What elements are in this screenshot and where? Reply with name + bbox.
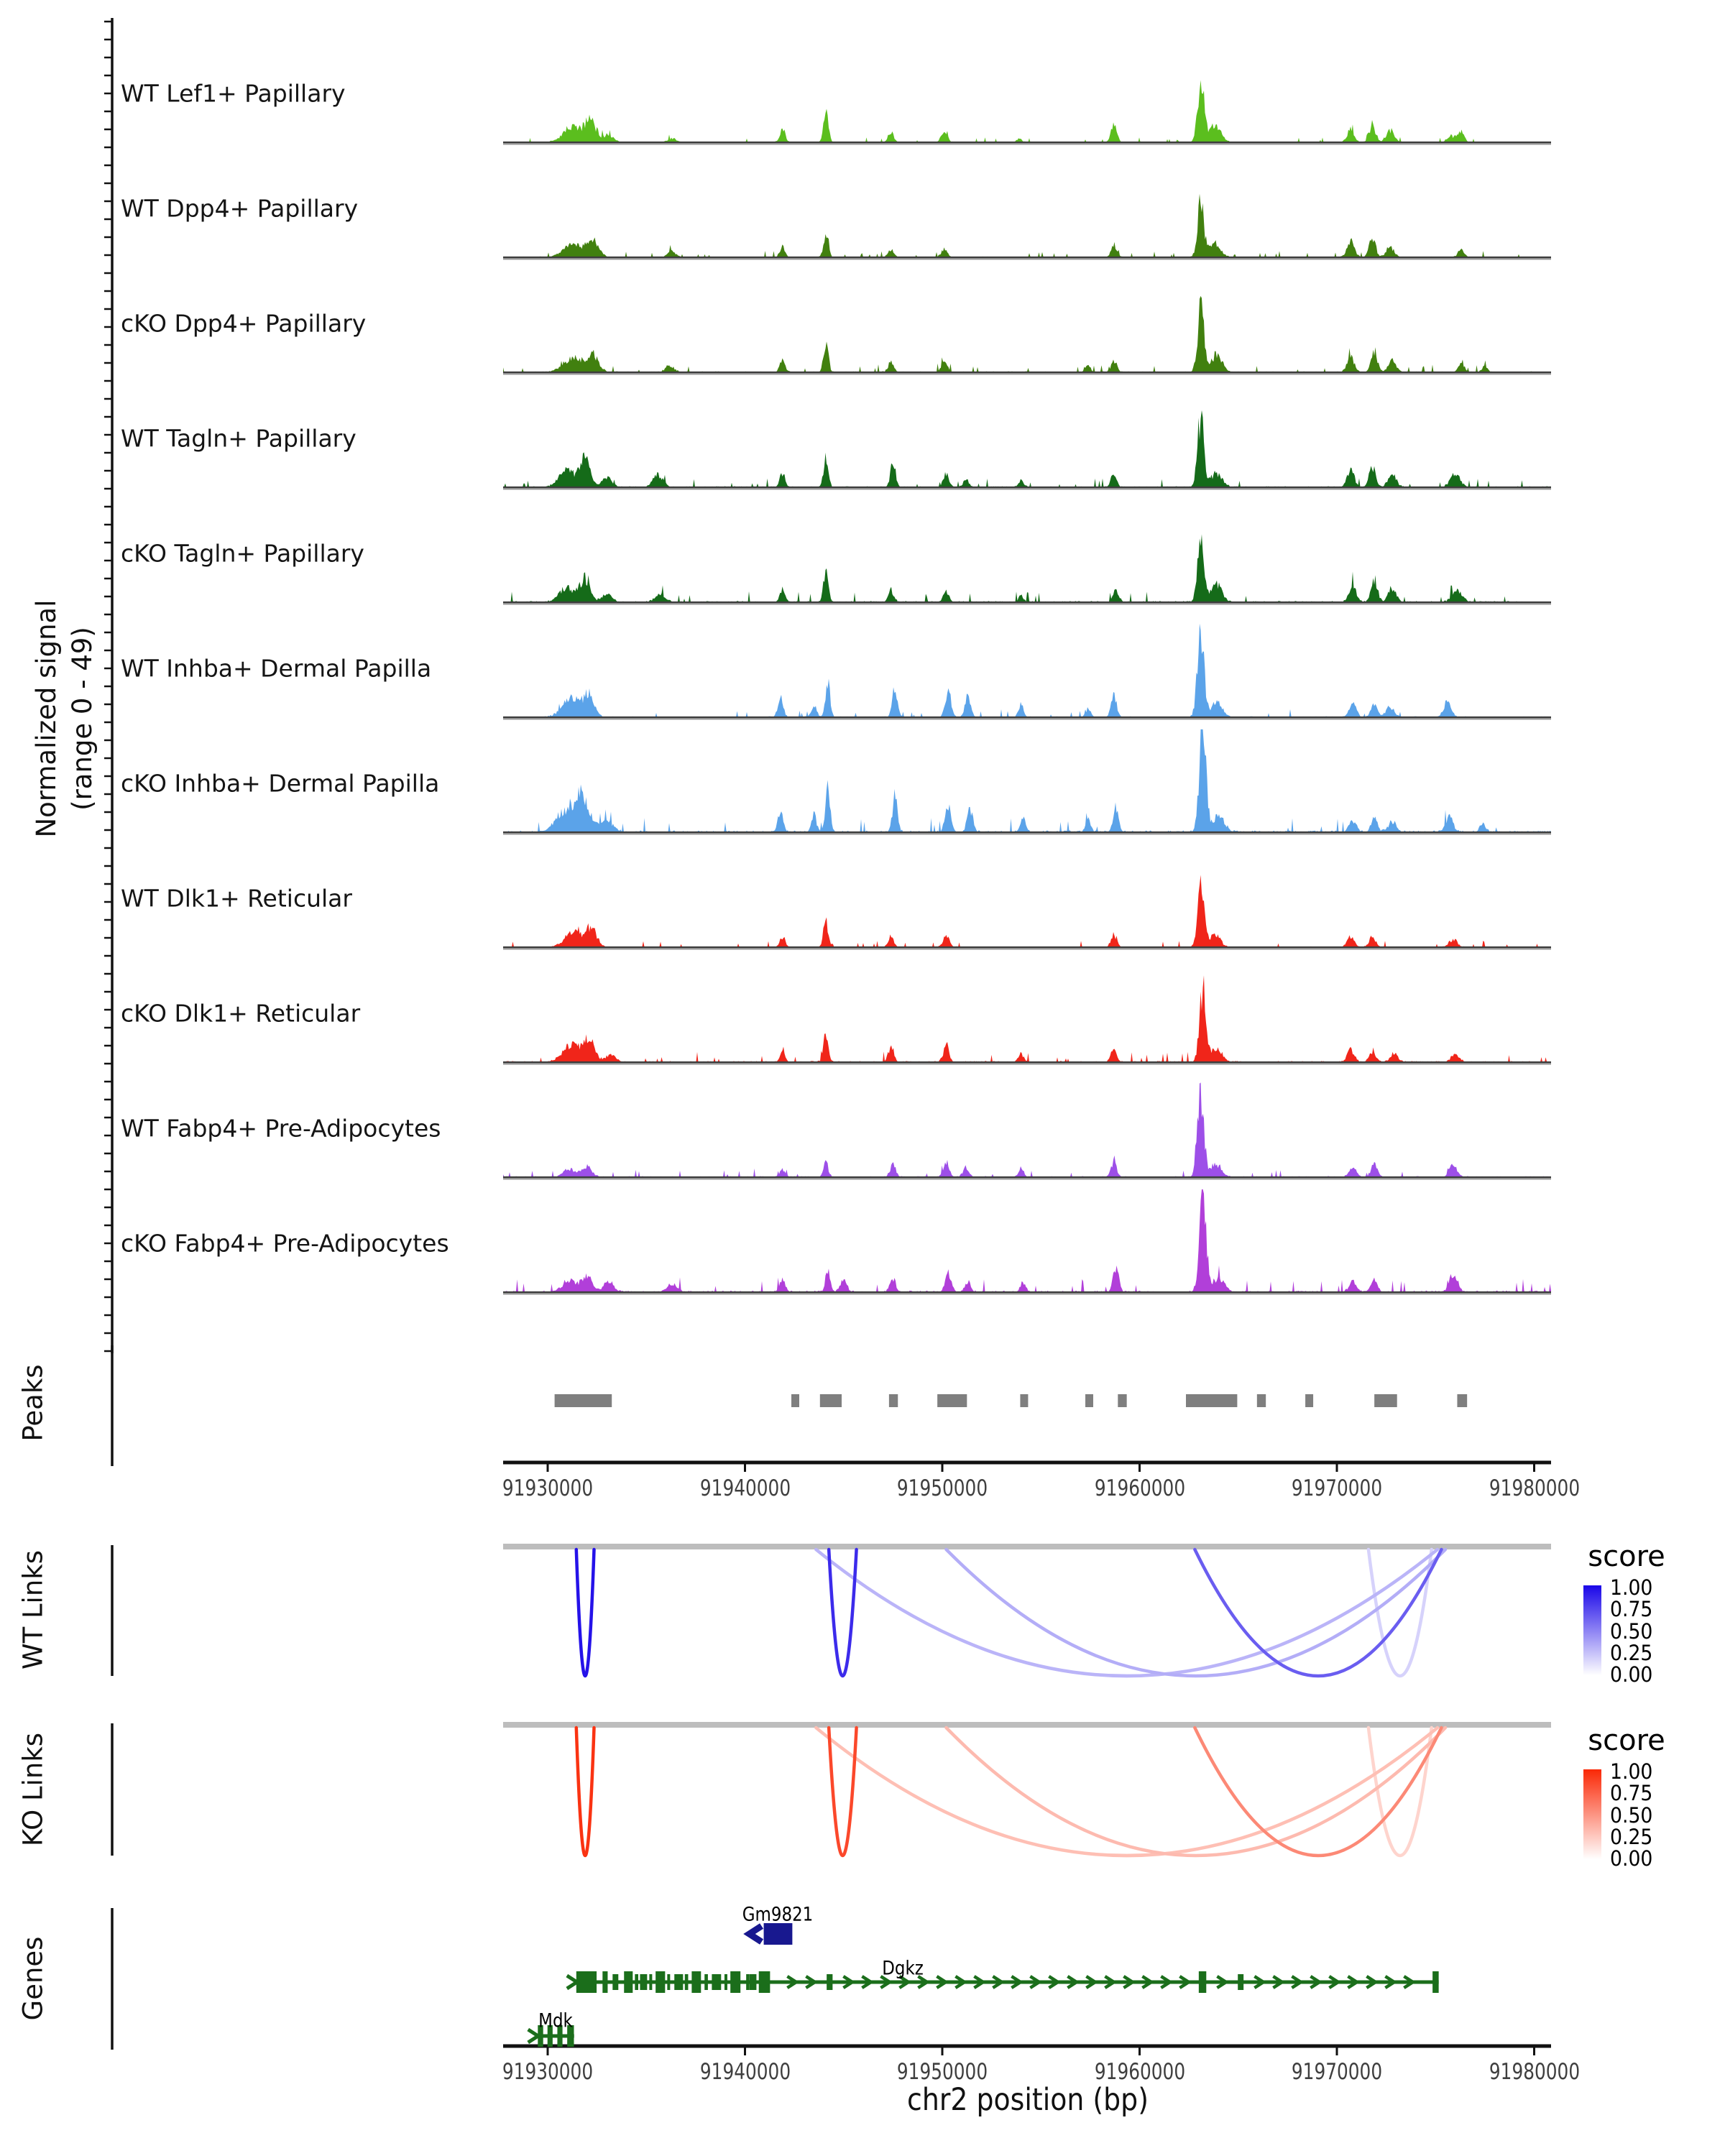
wt-links-legend-tick-5: 0.00 [1610,1662,1653,1687]
peak-interval-8 [1118,1394,1126,1407]
track-label-2: WT Dpp4+ Papillary [121,194,359,223]
Dgkz-exon [730,1971,740,1993]
peak-interval-10 [1257,1394,1266,1407]
Dgkz-exon [674,1974,683,1990]
ko-links-section-label: KO Links [17,1732,49,1847]
Gm9821-strand-arrow [750,1926,762,1942]
track-label-5: cKO Tagln+ Papillary [121,539,364,568]
wt-links-arc-2 [816,1549,1438,1676]
wt-links-legend-tick-1: 1.00 [1610,1575,1653,1600]
track-label-11: cKO Fabp4+ Pre-Adipocytes [121,1229,449,1258]
ko-links-legend-tick-5: 0.00 [1610,1846,1653,1871]
ko-links-baseline-bar [503,1722,1551,1728]
axis-peaks-tick-label-2: 91940000 [699,1475,791,1501]
axis-genes-tick-label-5: 91970000 [1291,2059,1383,2085]
axis-peaks-tick-label-3: 91950000 [896,1475,988,1501]
axis-genes-tick-label-4: 91960000 [1094,2059,1185,2085]
axis-genes-tick-label-1: 91930000 [502,2059,594,2085]
ko-links-arc-6 [576,1728,594,1856]
peak-interval-13 [1457,1394,1467,1407]
axis-peaks-tick-label-1: 91930000 [502,1475,594,1501]
track-signal-5 [503,534,1551,602]
track-label-6: WT Inhba+ Dermal Papilla [121,654,432,683]
peak-interval-9 [1186,1394,1237,1407]
peak-interval-1 [555,1394,612,1407]
x-axis-title: chr2 position (bp) [907,2082,1149,2118]
track-label-9: cKO Dlk1+ Reticular [121,999,361,1028]
Dgkz-exon [746,1974,749,1990]
ko-links-arc-1 [1368,1728,1432,1856]
ko-links-legend-tick-2: 0.75 [1610,1781,1653,1806]
axis-peaks-tick-label-4: 91960000 [1094,1475,1185,1501]
Dgkz-exon [667,1974,670,1990]
y-axis-label-line1: Normalized signal [31,599,63,838]
wt-links-arc-6 [576,1549,594,1676]
Dgkz-exon [712,1974,721,1990]
track-signal-11 [503,1189,1551,1292]
axis-genes-tick-label-3: 91950000 [896,2059,988,2085]
ko-links-legend-tick-3: 0.50 [1610,1802,1653,1828]
Dgkz-exon [602,1971,607,1993]
track-signal-4 [503,410,1551,487]
peak-interval-3 [820,1394,842,1407]
ko-links-arc-4 [1195,1728,1441,1856]
Dgkz-exon [685,1974,689,1990]
Mdk-gene-label: Mdk [538,2009,573,2032]
Dgkz-exon [691,1971,701,1993]
track-label-10: WT Fabp4+ Pre-Adipocytes [121,1114,441,1143]
Dgkz-exon [759,1971,770,1993]
Dgkz-exon [612,1974,618,1990]
peak-interval-4 [889,1394,898,1407]
wt-links-legend-tick-2: 0.75 [1610,1597,1653,1622]
ko-links-legend-tick-4: 0.25 [1610,1824,1653,1849]
peak-interval-11 [1305,1394,1313,1407]
ko-score-legend-title: score [1588,1724,1665,1757]
Dgkz-exon [704,1974,708,1990]
ko-links-legend-colorbar [1583,1769,1601,1859]
Dgkz-exon [724,1974,727,1990]
peak-interval-6 [1020,1394,1028,1407]
wt-links-arc-4 [1195,1549,1441,1676]
track-label-1: WT Lef1+ Papillary [121,79,346,108]
wt-links-legend-colorbar [1583,1585,1601,1675]
Dgkz-start-arrow [567,1976,577,1989]
Dgkz-exon [656,1971,665,1993]
wt-links-legend-tick-4: 0.25 [1610,1640,1653,1665]
Dgkz-exon [635,1974,638,1990]
track-label-3: cKO Dpp4+ Papillary [121,309,367,338]
wt-links-section-label: WT Links [17,1550,49,1669]
peak-interval-7 [1085,1394,1093,1407]
track-signal-9 [503,975,1551,1062]
track-signal-10 [503,1082,1551,1177]
wt-score-legend-title: score [1588,1540,1665,1573]
Dgkz-exon [640,1974,647,1990]
wt-links-baseline-bar [503,1544,1551,1549]
Dgkz-exon [624,1971,632,1993]
Dgkz-exon [749,1974,756,1990]
peak-interval-12 [1374,1394,1397,1407]
track-label-8: WT Dlk1+ Reticular [121,884,352,913]
axis-genes-tick-label-2: 91940000 [699,2059,791,2085]
track-signal-8 [503,875,1551,947]
track-signal-1 [503,80,1551,143]
axis-peaks-tick-label-5: 91970000 [1291,1475,1383,1501]
Gm9821-exon [764,1923,793,1945]
peak-interval-2 [791,1394,799,1407]
track-label-4: WT Tagln+ Papillary [121,424,356,453]
peaks-section-label: Peaks [17,1364,49,1442]
Dgkz-exon [1432,1971,1439,1993]
track-label-7: cKO Inhba+ Dermal Papilla [121,769,440,798]
track-signal-7 [503,729,1551,832]
y-axis-label-line2: (range 0 - 49) [67,627,98,811]
Dgkz-exon [1238,1974,1243,1990]
Dgkz-exon [827,1974,832,1990]
axis-peaks-tick-label-6: 91980000 [1489,1475,1580,1501]
genes-section-label: Genes [17,1936,49,2021]
track-signal-2 [503,194,1551,257]
ko-links-arc-2 [816,1728,1438,1856]
track-signal-6 [503,624,1551,717]
ko-links-legend-tick-1: 1.00 [1610,1759,1653,1784]
Dgkz-exon [1199,1971,1206,1993]
axis-genes-tick-label-6: 91980000 [1489,2059,1580,2085]
wt-links-legend-tick-3: 0.50 [1610,1618,1653,1644]
track-signal-3 [503,296,1551,372]
Gm9821-gene-label: Gm9821 [742,1903,814,1926]
peak-interval-5 [937,1394,967,1407]
wt-links-arc-1 [1368,1549,1432,1676]
Mdk-start-arrow [528,2030,538,2042]
y-axis-label [29,599,101,837]
Dgkz-exon [649,1974,652,1990]
Dgkz-gene-label: Dgkz [882,1957,924,1980]
